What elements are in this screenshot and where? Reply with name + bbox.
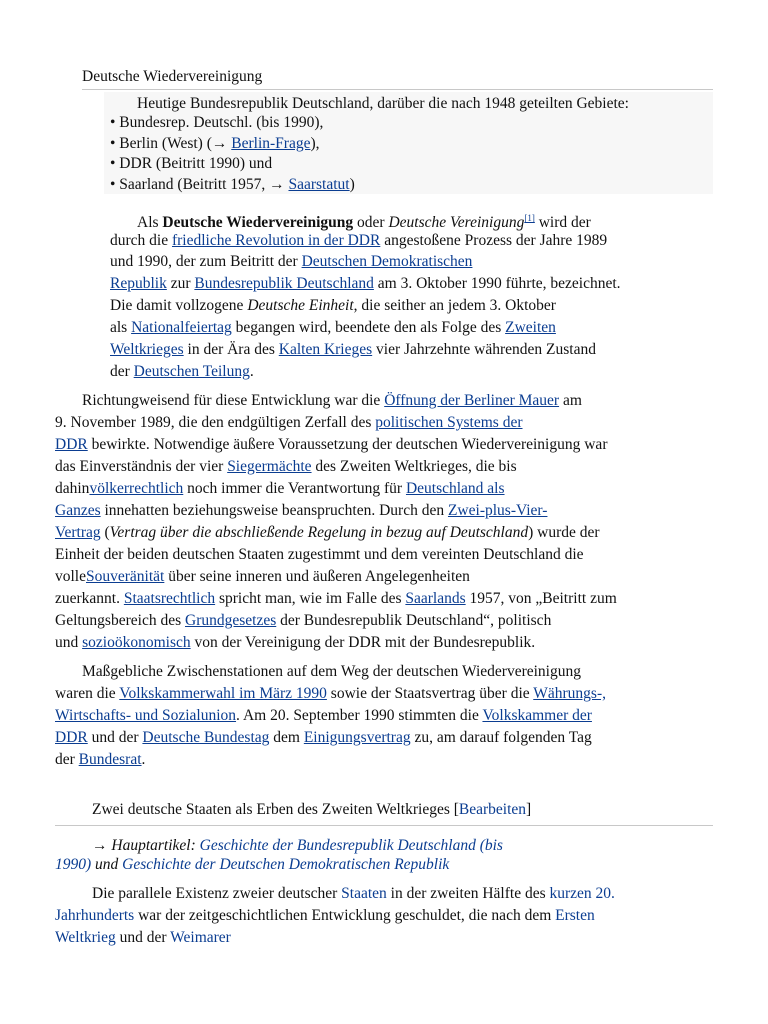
link-jahrhunderts[interactable]: Jahrhunderts	[55, 907, 135, 924]
paragraph-line: durch die friedliche Revolution in der DDR angestoßene Prozess der Jahre 1989	[110, 232, 608, 249]
footnote-link[interactable]: [1]	[524, 213, 535, 223]
link-ersten[interactable]: Ersten	[555, 907, 595, 924]
paragraph-line: DDR und der Deutsche Bundestag dem Einigungsvertrag zu, am darauf folgenden Tag	[55, 729, 592, 746]
infobox-item: • Bundesrep. Deutschl. (bis 1990),	[110, 114, 324, 131]
link-waehrungsunion[interactable]: Währungs-,	[533, 685, 606, 702]
paragraph-line: Die damit vollzogene Deutsche Einheit, die seither an jedem 3. Oktober	[110, 297, 556, 314]
link-staaten[interactable]: Staaten	[341, 885, 387, 902]
link-saarstatut[interactable]: Saarstatut	[288, 176, 350, 193]
link-soziooekonomisch[interactable]: sozioökonomisch	[82, 634, 191, 651]
infobox-item: • Berlin (West) (→ Berlin-Frage),	[110, 135, 320, 152]
paragraph-line: Richtungweisend für diese Entwicklung war die Öffnung der Berliner Mauer am	[82, 392, 582, 409]
link-bundestag[interactable]: Deutsche Bundestag	[142, 729, 270, 746]
paragraph-line: und 1990, der zum Beitritt der Deutschen Demokratischen	[110, 253, 473, 270]
link-souveraenitaet[interactable]: Souveränität	[86, 568, 165, 585]
paragraph-line: Geltungsbereich des Grundgesetzes der Bundesrepublik Deutschland“, politisch	[55, 612, 552, 629]
heading-divider	[82, 89, 713, 90]
paragraph-line: der Deutschen Teilung.	[110, 363, 254, 380]
paragraph-line: Vertrag (Vertrag über die abschließende Regelung in bezug auf Deutschland) wurde der	[55, 524, 600, 541]
link-zweiten[interactable]: Zweiten	[505, 319, 556, 336]
section-divider	[55, 825, 713, 826]
paragraph-line: Die parallele Existenz zweier deutscher Staaten in der zweiten Hälfte des kurzen 20.	[92, 885, 615, 902]
main-article-line: 1990) und Geschichte der Deutschen Demokratischen Republik	[55, 856, 450, 873]
paragraph-line: Weltkrieg und der Weimarer	[55, 929, 231, 946]
link-siegermaechte[interactable]: Siegermächte	[227, 458, 312, 475]
paragraph-line: Wirtschafts- und Sozialunion. Am 20. September 1990 stimmten die Volkskammer der	[55, 707, 592, 724]
paragraph-line: waren die Volkskammerwahl im März 1990 sowie der Staatsvertrag über die Währungs-,	[55, 685, 606, 702]
infobox-item: • Saarland (Beitritt 1957, → Saarstatut)	[110, 176, 355, 193]
paragraph-line: Weltkrieges in der Ära des Kalten Krieges vier Jahrzehnte währenden Zustand	[110, 341, 596, 358]
paragraph-line: das Einverständnis der vier Siegermächte des Zweiten Weltkrieges, die bis	[55, 458, 517, 475]
link-zwei-plus-vier[interactable]: Zwei-plus-Vier-	[447, 502, 548, 519]
paragraph-line: Maßgebliche Zwischenstationen auf dem Weg der deutschen Wiedervereinigung	[82, 663, 581, 680]
link-voelkerrechtlich[interactable]: völkerrechtlich	[89, 480, 184, 497]
link-deutsche-teilung[interactable]: Deutschen Teilung	[133, 363, 250, 380]
paragraph-line: Republik zur Bundesrepublik Deutschland am 3. Oktober 1990 führte, bezeichnet.	[110, 275, 621, 292]
link-oeffnung-mauer[interactable]: Öffnung der Berliner Mauer	[384, 392, 560, 409]
link-volkskammerwahl[interactable]: Volkskammerwahl im März 1990	[119, 685, 327, 702]
link-ddr-2[interactable]: DDR	[55, 436, 88, 453]
link-grundgesetz[interactable]: Grundgesetzes	[185, 612, 277, 629]
infobox-caption: Heutige Bundesrepublik Deutschland, darüber die nach 1948 geteilten Gebiete:	[137, 95, 629, 112]
link-weltkrieg[interactable]: Weltkrieg	[55, 929, 116, 946]
link-weltkrieges[interactable]: Weltkrieges	[110, 341, 184, 358]
paragraph-line: DDR bewirkte. Notwendige äußere Voraussetzung der deutschen Wiedervereinigung war	[55, 436, 608, 453]
link-brd[interactable]: Bundesrepublik Deutschland	[194, 275, 374, 292]
link-staatsrechtlich[interactable]: Staatsrechtlich	[123, 590, 216, 607]
link-wirtschafts-sozialunion[interactable]: Wirtschafts- und Sozialunion	[55, 707, 237, 724]
paragraph-line: zuerkannt. Staatsrechtlich spricht man, wie im Falle des Saarlands 1957, von „Beitritt zum	[55, 590, 617, 607]
paragraph-line: Jahrhunderts war der zeitgeschichtlichen Entwicklung geschuldet, die nach dem Ersten	[55, 907, 595, 924]
section-heading: Zwei deutsche Staaten als Erben des Zweiten Weltkrieges [Bearbeiten]	[92, 801, 532, 818]
paragraph-line: als Nationalfeiertag begangen wird, beendete den als Folge des Zweiten	[110, 319, 556, 336]
link-ddr-3[interactable]: DDR	[55, 729, 88, 746]
link-volkskammer[interactable]: Volkskammer der	[482, 707, 592, 724]
paragraph-line: 9. November 1989, die den endgültigen Zerfall des politischen Systems der	[55, 414, 523, 431]
paragraph-line: dahinvölkerrechtlich noch immer die Verantwortung für Deutschland als	[55, 480, 505, 497]
link-bundesrat[interactable]: Bundesrat	[78, 751, 142, 768]
link-politisches-system[interactable]: politischen Systems der	[375, 414, 523, 431]
link-geschichte-ddr[interactable]: Geschichte der Deutschen Demokratischen Republik	[122, 856, 450, 873]
paragraph-line: Als Deutsche Wiedervereinigung oder Deutsche Vereinigung[1] wird der	[137, 213, 591, 232]
link-einigungsvertrag[interactable]: Einigungsvertrag	[303, 729, 411, 746]
link-geschichte-brd-end[interactable]: 1990)	[55, 856, 92, 873]
paragraph-line: volleSouveränität über seine inneren und äußeren Angelegenheiten	[55, 568, 470, 585]
link-weimarer[interactable]: Weimarer	[170, 929, 231, 946]
paragraph-line: der Bundesrat.	[55, 751, 146, 768]
link-kurzes-20-jh[interactable]: kurzen 20.	[549, 885, 615, 902]
link-friedliche-revolution[interactable]: friedliche Revolution in der DDR	[171, 232, 381, 249]
edit-link[interactable]: Bearbeiten	[458, 801, 527, 818]
link-republik[interactable]: Republik	[110, 275, 167, 292]
link-geschichte-brd[interactable]: Geschichte der Bundesrepublik Deutschland (bis	[199, 837, 503, 854]
page-title: Deutsche Wiedervereinigung	[82, 68, 263, 85]
link-deutschland-als-ganzes[interactable]: Deutschland als	[405, 480, 505, 497]
link-ganzes[interactable]: Ganzes	[55, 502, 101, 519]
link-ddr[interactable]: Deutschen Demokratischen	[301, 253, 473, 270]
link-saarlands[interactable]: Saarlands	[405, 590, 466, 607]
link-nationalfeiertag[interactable]: Nationalfeiertag	[131, 319, 232, 336]
link-kalter-krieg[interactable]: Kalten Krieges	[278, 341, 373, 358]
paragraph-line: Einheit der beiden deutschen Staaten zugestimmt und dem vereinten Deutschland die	[55, 546, 584, 563]
link-berlin-frage[interactable]: Berlin-Frage	[231, 135, 311, 152]
main-article-line: → Hauptartikel: Geschichte der Bundesrepublik Deutschland (bis	[92, 837, 503, 854]
paragraph-line: Ganzes innehatten beziehungsweise beanspruchten. Durch den Zwei-plus-Vier-	[55, 502, 548, 519]
link-vertrag[interactable]: Vertrag	[55, 524, 101, 541]
infobox-item: • DDR (Beitritt 1990) und	[110, 155, 273, 172]
paragraph-line: und sozioökonomisch von der Vereinigung der DDR mit der Bundesrepublik.	[55, 634, 536, 651]
